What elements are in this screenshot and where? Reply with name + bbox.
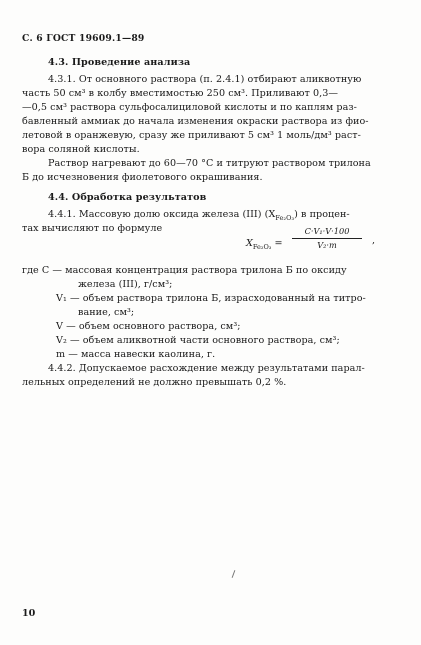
text-line: —0,5 см³ раствора сульфосалициловой кислоты и по каплям раз-: [22, 102, 357, 113]
text-line: часть 50 см³ в колбу вместимостью 250 см³. Приливают 0,3—: [22, 88, 339, 99]
formula-denominator: V₂·m: [317, 240, 337, 250]
page-number: 10: [22, 608, 36, 619]
text-line: V₁ — объем раствора трилона Б, израсходованный на титро-: [56, 293, 366, 304]
section-heading-analysis: 4.3. Проведение анализа: [48, 57, 191, 68]
text-line: 4.4.1. Массовую долю оксида железа (III) $(X_{Fe_2O_3})$ в процен-: [48, 209, 350, 222]
formula-lhs: $X_{Fe_2O_3}$ =: [246, 238, 283, 251]
text-line: железа (III), г/см³;: [78, 279, 173, 290]
text-line: m — масса навески каолина, г.: [56, 349, 216, 360]
text-line: 4.4.2. Допускаемое расхождение между результатами парал-: [48, 363, 365, 374]
text-line: V₂ — объем аликвотной части основного раствора, см³;: [56, 335, 340, 346]
text-line: тах вычисляют по формуле: [22, 223, 163, 234]
formula-fraction: [292, 226, 362, 250]
page-header: С. 6 ГОСТ 19609.1—89: [22, 33, 145, 44]
text-line: вора соляной кислоты.: [22, 144, 140, 155]
text-line: бавленный аммиак до начала изменения окраски раствора из фио-: [22, 116, 369, 127]
text-line: лельных определений не должно превышать 0,2 %.: [22, 377, 287, 388]
text-line: Раствор нагревают до 60—70 °С и титруют раствором трилона: [48, 158, 371, 169]
text-line: V — объем основного раствора, см³;: [56, 321, 241, 332]
text-line: где С — массовая концентрация раствора трилона Б по оксиду: [22, 265, 347, 276]
text-line: вание, см³;: [78, 307, 135, 318]
formula-comma: ,: [372, 235, 376, 246]
formula-numerator: C·V₁·V·100: [304, 226, 350, 236]
text-line: Б до исчезновения фиолетового окрашивания.: [22, 172, 263, 183]
fraction-bar: [292, 238, 362, 239]
text-line: 4.3.1. От основного раствора (п. 2.4.1) отбирают аликвотную: [48, 74, 362, 85]
text-line: летовой в оранжевую, сразу же приливают 5 см³ 1 моль/дм³ раст-: [22, 130, 361, 141]
stray-mark: [232, 570, 236, 578]
section-heading-results: 4.4. Обработка результатов: [48, 192, 207, 203]
